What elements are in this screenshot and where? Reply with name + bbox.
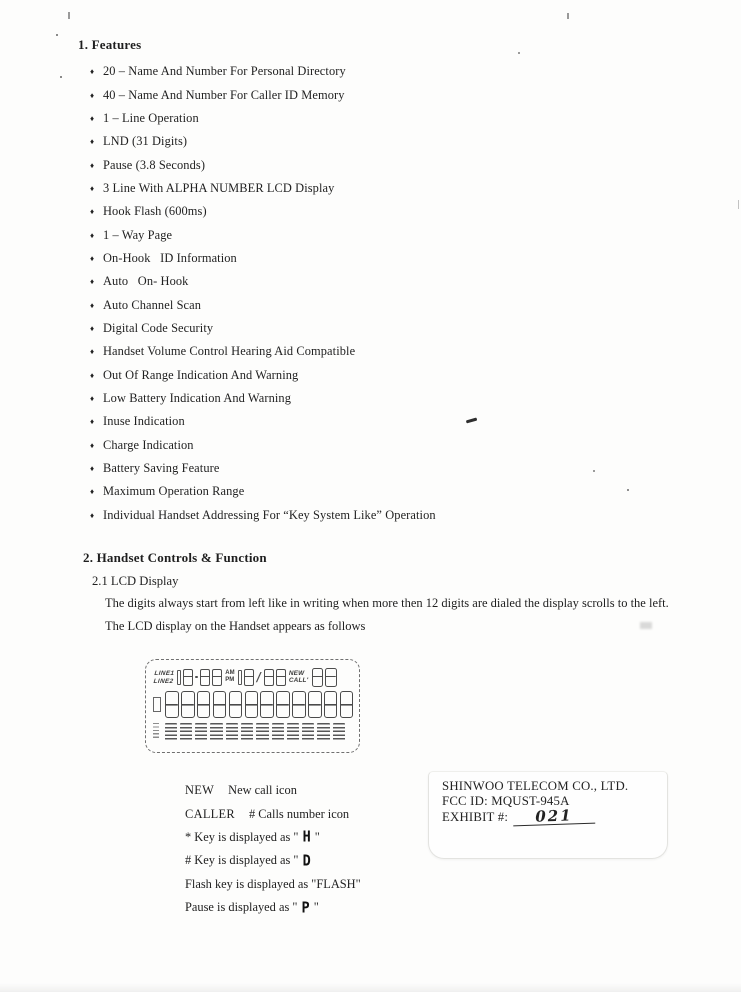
lcd-digit-eight — [229, 691, 243, 718]
lcd-small-segment — [153, 697, 161, 712]
lcd-digit-eight — [181, 691, 195, 718]
lcd-line-indicators — [153, 670, 174, 685]
fcc-exhibit-sticker — [428, 771, 668, 859]
lcd-alpha-row — [153, 723, 347, 742]
legend-row-flash-key — [185, 873, 361, 896]
features-list — [90, 60, 436, 527]
legend-text: " — [311, 829, 320, 844]
lcd-matrix-cell — [272, 723, 284, 742]
feature-text: Pause (3.8 Seconds) — [103, 157, 206, 172]
lcd-digit-eight — [324, 691, 338, 718]
feature-text: Auto Channel Scan — [103, 297, 202, 312]
lcd-new-label: NEW — [288, 670, 305, 677]
legend-text: Flash key is displayed as "FLASH" — [185, 876, 361, 891]
lcd-digit-eight — [260, 691, 274, 718]
lcd-digit-eight — [213, 691, 227, 718]
list-item — [90, 83, 436, 106]
list-item — [90, 130, 436, 153]
scan-artifact — [627, 489, 629, 491]
list-item — [90, 60, 436, 83]
list-item — [90, 480, 436, 503]
feature-text: Inuse Indication — [103, 414, 185, 429]
list-item — [90, 153, 436, 176]
legend-row-caller — [185, 802, 361, 825]
lcd-digit-one — [238, 670, 242, 685]
exhibit-line — [442, 806, 595, 826]
diamond-bullet-icon — [90, 368, 103, 383]
lcd-matrix-cell — [302, 723, 314, 742]
scan-artifact — [518, 52, 520, 54]
list-item — [90, 363, 436, 386]
feature-text: Battery Saving Feature — [103, 461, 220, 476]
list-item — [90, 270, 436, 293]
diamond-bullet-icon — [90, 134, 103, 149]
feature-text: Handset Volume Control Hearing Aid Compatible — [103, 344, 356, 359]
feature-text: 20 – Name And Number For Personal Directory — [103, 64, 346, 79]
lcd-display-subheading: 2.1 LCD Display — [92, 574, 179, 588]
lcd-digit-eight — [245, 691, 259, 718]
lcd-digit-eight — [308, 691, 322, 718]
feature-text: 1 – Line Operation — [103, 110, 199, 125]
scan-artifact — [738, 200, 740, 209]
lcd-matrix-cell — [210, 723, 222, 742]
lcd-digit-eight — [183, 669, 193, 686]
lcd-call-label: CALL' — [288, 677, 309, 684]
diamond-bullet-icon — [90, 204, 103, 219]
list-item — [90, 247, 436, 270]
legend-row-new — [185, 779, 361, 802]
scan-artifact — [60, 76, 62, 78]
list-item — [90, 410, 436, 433]
lcd-pm-label: PM — [225, 677, 235, 683]
lcd-am-label: AM — [225, 670, 235, 676]
lcd-ampm-indicator — [225, 670, 234, 684]
feature-text: Auto On- Hook — [103, 274, 189, 289]
scan-artifact — [466, 418, 477, 424]
lcd-matrix-cell — [241, 723, 253, 742]
feature-text: 1 – Way Page — [103, 227, 173, 242]
legend-row-hash-key — [185, 849, 361, 872]
legend-desc: New call icon — [228, 783, 297, 798]
lcd-digit-eight — [165, 691, 179, 718]
feature-text: Individual Handset Addressing For “Key System Like” Operation — [103, 507, 436, 522]
scan-edge-shadow — [0, 983, 741, 992]
lcd-digit-eight — [325, 668, 337, 687]
feature-text: Hook Flash (600ms) — [103, 204, 207, 219]
paragraph-digits-scroll: The digits always start from left like in writing when more then 12 digits are dialed the display scrolls to the left. — [105, 596, 669, 610]
paragraph-lcd-follows: The LCD display on the Handset appears as follows — [105, 619, 366, 633]
lcd-digit-eight — [244, 669, 254, 686]
feature-text: Maximum Operation Range — [103, 484, 245, 499]
lcd-digit-eight — [212, 669, 222, 686]
legend-text: " — [310, 900, 319, 915]
lcd-digit-eight — [200, 669, 210, 686]
lcd-matrix-cell — [195, 723, 207, 742]
feature-text: Out Of Range Indication And Warning — [103, 367, 299, 382]
lcd-status-row — [154, 666, 353, 688]
company-name: SHINWOO TELECOM CO., LTD. — [442, 779, 629, 793]
list-item — [90, 457, 436, 480]
lcd-line1-label: LINE1 — [154, 669, 175, 677]
legend-text: * Key is displayed as " — [185, 829, 302, 844]
feature-text: On-Hook ID Information — [103, 250, 237, 265]
scan-artifact — [593, 470, 595, 472]
legend-term: NEW — [185, 783, 215, 798]
list-item — [90, 223, 436, 246]
features-heading: 1. Features — [78, 37, 142, 52]
lcd-digit-eight — [264, 669, 274, 686]
diamond-bullet-icon — [90, 484, 103, 499]
lcd-matrix-cell — [256, 723, 268, 742]
lcd-line2-label: LINE2 — [153, 677, 174, 684]
lcd-number-row — [153, 691, 355, 718]
legend-desc: # Calls number icon — [248, 806, 350, 821]
feature-text: Charge Indication — [103, 437, 194, 452]
lcd-digit-eight — [276, 691, 290, 718]
lcd-matrix-cell — [333, 723, 345, 742]
feature-text: 3 Line With ALPHA NUMBER LCD Display — [103, 180, 335, 195]
diamond-bullet-icon — [90, 344, 103, 359]
lcd-small-matrix — [153, 723, 159, 740]
lcd-colon-dot — [195, 676, 198, 679]
scan-artifact — [56, 34, 58, 36]
list-item — [90, 177, 436, 200]
diamond-bullet-icon — [90, 274, 103, 289]
list-item — [90, 504, 436, 527]
lcd-matrix-cell — [317, 723, 329, 742]
fcc-id: FCC ID: MQUST-945A — [442, 794, 570, 808]
list-item — [90, 200, 436, 223]
legend-text: Pause is displayed as " — [185, 900, 301, 915]
scan-artifact — [640, 622, 652, 629]
diamond-bullet-icon — [90, 228, 103, 243]
diamond-bullet-icon — [90, 181, 103, 196]
diamond-bullet-icon — [90, 88, 103, 103]
exhibit-number-handwritten: 021 — [513, 808, 596, 827]
lcd-legend — [185, 779, 361, 919]
diamond-bullet-icon — [90, 508, 103, 523]
legend-row-star-key — [185, 826, 361, 849]
lcd-matrix-cell — [287, 723, 299, 742]
lcd-newcall-indicator — [289, 670, 309, 684]
diamond-bullet-icon — [90, 158, 103, 173]
controls-heading: 2. Handset Controls & Function — [83, 550, 267, 565]
diamond-bullet-icon — [90, 111, 103, 126]
list-item — [90, 387, 436, 410]
diamond-bullet-icon — [90, 321, 103, 336]
diamond-bullet-icon — [90, 461, 103, 476]
lcd-date-slash — [255, 670, 262, 684]
scan-artifact — [68, 12, 70, 19]
feature-text: Digital Code Security — [103, 320, 214, 335]
diamond-bullet-icon — [90, 414, 103, 429]
pause-lcd-glyph: P — [301, 898, 310, 917]
lcd-digit-eight — [197, 691, 211, 718]
diamond-bullet-icon — [90, 438, 103, 453]
legend-row-pause — [185, 896, 361, 919]
list-item — [90, 317, 436, 340]
diamond-bullet-icon — [90, 391, 103, 406]
lcd-digit-eight — [340, 691, 354, 718]
legend-term: CALLER — [185, 806, 235, 821]
diamond-bullet-icon — [90, 64, 103, 79]
hash-key-lcd-glyph: D — [302, 851, 311, 870]
lcd-digit-eight — [276, 669, 286, 686]
lcd-matrix-cell — [165, 723, 177, 742]
list-item — [90, 340, 436, 363]
exhibit-label: EXHIBIT #: — [442, 810, 509, 824]
star-key-lcd-glyph: H — [302, 828, 311, 847]
scan-artifact — [567, 13, 569, 19]
feature-text: Low Battery Indication And Warning — [103, 390, 291, 405]
diamond-bullet-icon — [90, 251, 103, 266]
list-item — [90, 107, 436, 130]
feature-text: LND (31 Digits) — [103, 134, 188, 149]
list-item — [90, 434, 436, 457]
lcd-matrix-cell — [226, 723, 238, 742]
lcd-digit-eight — [312, 668, 324, 687]
lcd-digit-eight — [292, 691, 306, 718]
diamond-bullet-icon — [90, 298, 103, 313]
lcd-digit-one — [177, 670, 181, 685]
lcd-display-diagram — [145, 659, 360, 753]
list-item — [90, 293, 436, 316]
lcd-matrix-cell — [180, 723, 192, 742]
legend-text: # Key is displayed as " — [185, 853, 302, 868]
feature-text: 40 – Name And Number For Caller ID Memory — [103, 87, 345, 102]
